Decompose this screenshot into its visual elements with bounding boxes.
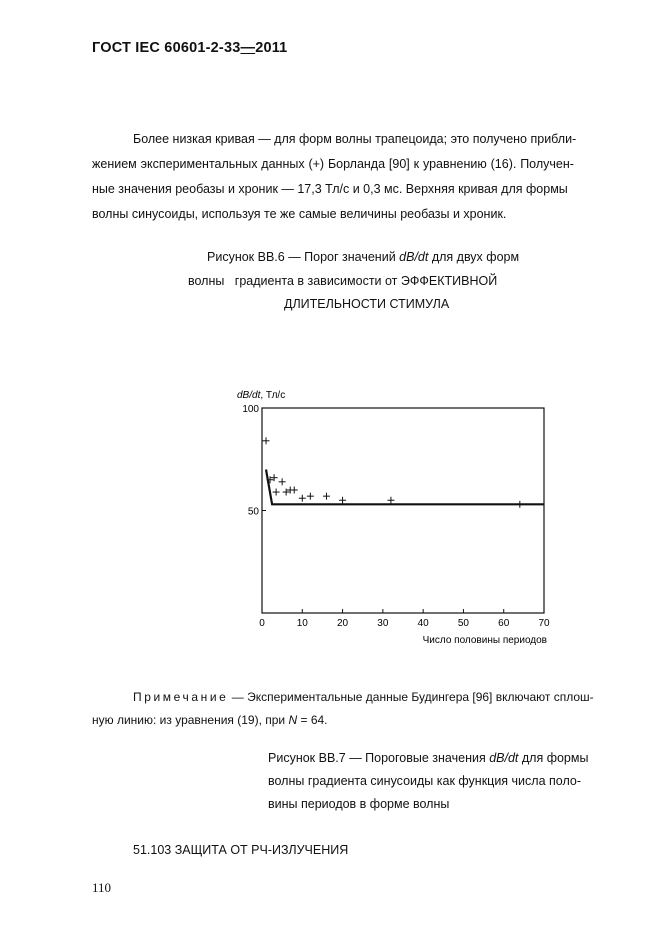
data-point-plus	[279, 478, 286, 485]
document-header	[92, 40, 287, 56]
x-tick-label: 40	[417, 618, 429, 629]
note-line: Примечание — Экспериментальные данные Будингера [96] включают сплош-	[133, 690, 594, 704]
header-dash: —	[240, 40, 256, 56]
figure-6-caption-line: ДЛИТЕЛЬНОСТИ СТИМУЛА	[284, 297, 450, 311]
data-point-plus	[387, 497, 394, 504]
solid-curve	[266, 470, 544, 505]
y-tick-label: 50	[247, 506, 259, 518]
header-prefix: ГОСТ IEC 60601-2-33	[92, 40, 241, 56]
paragraph-line: Более низкая кривая — для форм волны трапецоида; это получено прибли-	[133, 132, 577, 146]
data-point-plus	[291, 487, 298, 494]
note-line: ную линию: из уравнения (19), при N = 64.	[92, 713, 328, 727]
x-tick-label: 60	[498, 618, 510, 629]
figure-6-italic-term: dB/dt	[399, 250, 429, 264]
x-tick-label: 50	[457, 618, 469, 629]
paragraph-line: жением экспериментальных данных (+) Борланда [90] к уравнению (16). Получен-	[92, 157, 574, 171]
data-point-plus	[299, 495, 306, 502]
figure-7-caption-line: волны градиента синусоиды как функция числа поло-	[268, 774, 582, 788]
header-year: 2011	[255, 40, 288, 56]
figure-7-caption-line: вины периодов в форме волны	[268, 797, 450, 811]
data-point-plus	[323, 493, 330, 500]
series-layer	[263, 437, 544, 508]
threshold-chart	[220, 385, 560, 650]
note-label: Примечание	[133, 690, 229, 704]
x-tick-label: 0	[259, 618, 265, 629]
figure-6-caption-line: Рисунок ВВ.6 — Порог значений dB/dt для двух форм	[207, 250, 520, 264]
figure-7-caption-line: Рисунок ВВ.7 — Пороговые значения dB/dt для формы	[268, 751, 589, 765]
figure-6-caption-line: волны градиента в зависимости от ЭФФЕКТИВНОЙ	[188, 274, 498, 288]
x-tick-label: 20	[337, 618, 349, 629]
data-point-plus	[307, 493, 314, 500]
x-tick-label: 10	[296, 618, 308, 629]
data-point-plus	[273, 489, 280, 496]
x-ticks	[259, 609, 550, 629]
figure-7-italic-term: dB/dt	[489, 751, 519, 765]
data-point-plus	[263, 437, 270, 444]
page-number: 110	[92, 880, 112, 895]
x-axis-label: Число половины периодов	[422, 635, 547, 646]
paragraph-line: волны синусоиды, используя те же самые величины реобазы и хроник.	[92, 207, 507, 221]
plot-frame	[262, 408, 544, 613]
y-axis-label: dB/dt, Тл/с	[237, 390, 286, 401]
section-heading: 51.103 ЗАЩИТА ОТ РЧ-ИЗЛУЧЕНИЯ	[133, 843, 349, 857]
data-point-plus	[339, 497, 346, 504]
x-tick-label: 70	[538, 618, 550, 629]
paragraph-line: ные значения реобазы и хроник — 17,3 Тл/с и 0,3 мс. Верхняя кривая для формы	[92, 182, 568, 196]
y-tick-label: 100	[242, 404, 259, 415]
x-tick-label: 30	[377, 618, 389, 629]
